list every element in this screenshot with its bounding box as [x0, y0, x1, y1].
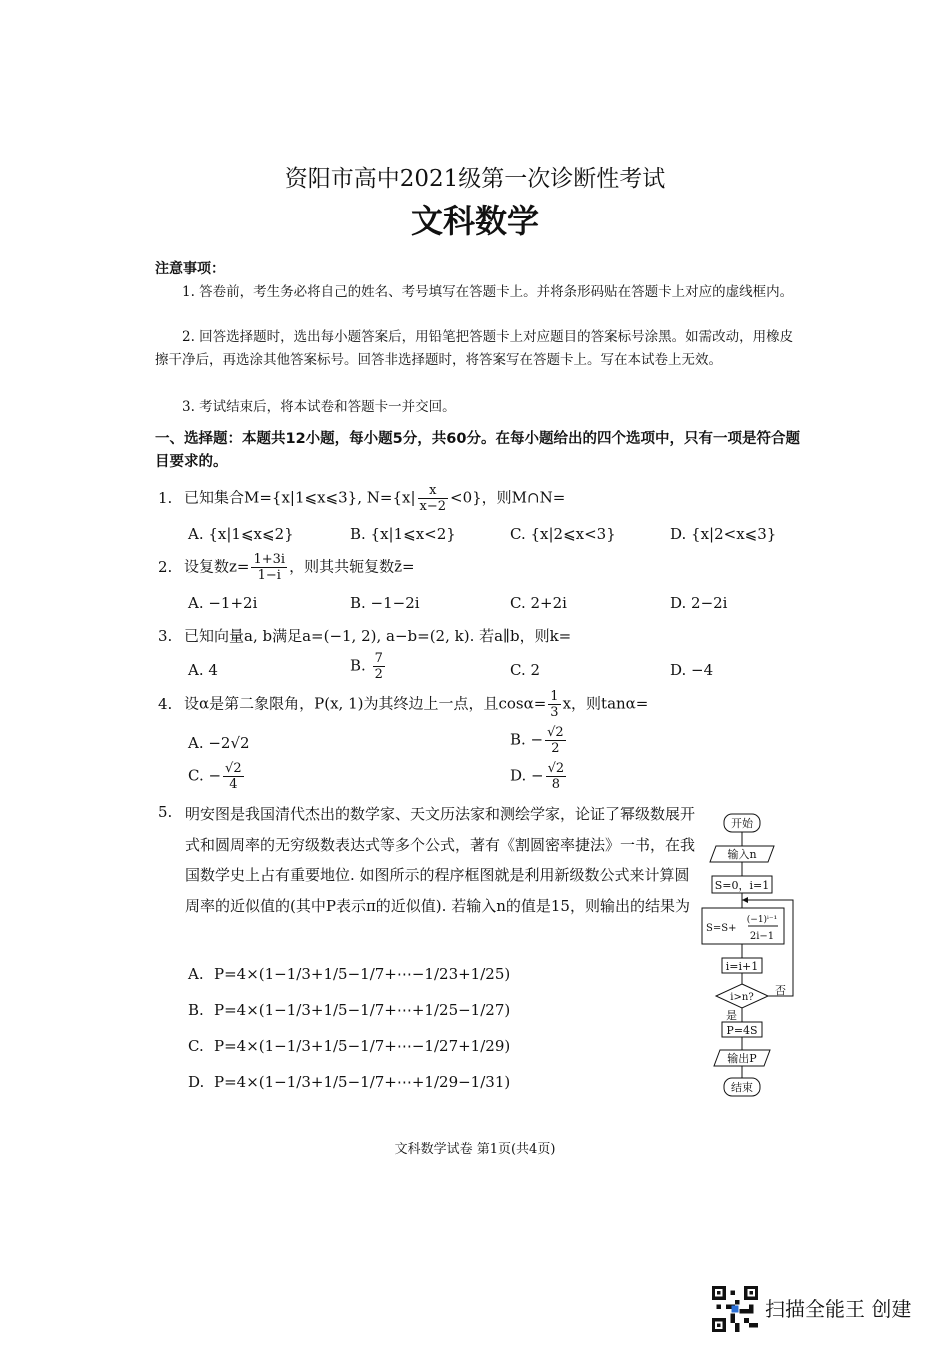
flowchart-compute-label: P=4S: [726, 1024, 758, 1037]
q4-option-d[interactable]: [510, 762, 568, 791]
subject-title: 文科数学: [410, 202, 539, 240]
q1-option-c[interactable]: C. {x|2⩽x<3}: [510, 525, 616, 543]
fraction-denominator: 1−i: [257, 568, 281, 583]
flowchart-update-s-prefix: S=S+: [706, 923, 737, 934]
notice-heading: 注意事项：: [155, 261, 225, 277]
notice-item-3: 3. 考试结束后，将本试卷和答题卡一并交回。: [182, 399, 456, 415]
fraction-denominator: 2: [374, 667, 383, 682]
fraction: [546, 762, 567, 791]
q3-option-c[interactable]: C. 2: [510, 661, 541, 679]
option-label: B.: [188, 1001, 204, 1019]
question-stem: 已知集合M={x|1⩽x⩽3}, N={x|: [184, 488, 416, 507]
option-formula: P=4×(1−1/3+1/5−1/7+⋯−1/27+1/29): [214, 1037, 511, 1055]
flowchart-condition-label: i>n?: [730, 992, 754, 1003]
question-5-number: 5.: [158, 803, 173, 821]
fraction: [251, 553, 287, 582]
question-3: [158, 625, 571, 646]
section-heading: 一、选择题：本题共12小题，每小题5分，共60分。在每小题给出的四个选项中，只有一项是符合题目要求的。: [155, 431, 800, 470]
q4-option-a[interactable]: A. −2√2: [188, 734, 250, 752]
flowchart-update-s-den: 2i−1: [749, 931, 775, 942]
q3-option-a[interactable]: A. 4: [188, 661, 218, 679]
q1-option-d[interactable]: D. {x|2<x⩽3}: [670, 525, 777, 543]
flowchart-update-s-num: (−1)ⁱ⁻¹: [746, 915, 778, 925]
notice-item-1: 1. 答卷前，考生务必将自己的姓名、考号填写在答题卡上。并将条形码贴在答题卡上对应的虚线框内。: [182, 284, 794, 300]
fraction-numerator: x: [418, 484, 449, 499]
fraction-numerator: √2: [225, 761, 242, 776]
q2-option-d[interactable]: D. 2−2i: [670, 594, 728, 612]
question-stem-tail: ，则其共轭复数z̄=: [289, 557, 415, 576]
question-2: [158, 553, 415, 582]
fraction-denominator: 4: [229, 777, 238, 792]
program-flowchart: [700, 812, 800, 1102]
question-number: 2.: [158, 557, 173, 576]
flowchart-increment-label: i=i+1: [725, 960, 759, 973]
q1-option-b[interactable]: B. {x|1⩽x<2}: [350, 525, 456, 543]
q1-option-a[interactable]: A. {x|1⩽x⩽2}: [188, 525, 294, 543]
fraction-denominator: 8: [551, 777, 561, 792]
q5-option-d[interactable]: [188, 1073, 510, 1091]
option-label: C. −: [188, 766, 222, 785]
q5-option-c[interactable]: [188, 1037, 510, 1055]
fraction: [373, 652, 385, 681]
exam-title: 资阳市高中2021级第一次诊断性考试: [284, 166, 666, 192]
option-label: C.: [188, 1037, 204, 1055]
flowchart-no-label: 否: [775, 984, 786, 997]
question-4: [158, 690, 648, 719]
option-formula: P=4×(1−1/3+1/5−1/7+⋯+1/25−1/27): [214, 1001, 511, 1019]
fraction-numerator: 7: [374, 651, 383, 666]
option-label: B. −: [510, 730, 544, 749]
fraction-numerator: √2: [547, 761, 565, 776]
question-number: 4.: [158, 694, 173, 713]
option-label: D. −: [510, 766, 544, 785]
scanner-watermark: 扫描全能王 创建: [765, 1297, 912, 1321]
option-label: B.: [350, 656, 366, 675]
q2-option-b[interactable]: B. −1−2i: [350, 594, 420, 612]
notice-item-2: 2. 回答选择题时，选出每小题答案后，用铅笔把答题卡上对应题目的答案标号涂黑。如需改动，用橡皮擦干净后，再选涂其他答案标号。回答非选择题时，将答案写在答题卡上。写在本试卷上无效。: [155, 329, 794, 368]
fraction-numerator: 1+3i: [253, 552, 286, 567]
q3-option-d[interactable]: D. −4: [670, 661, 714, 679]
q2-option-c[interactable]: C. 2+2i: [510, 594, 567, 612]
option-formula: P=4×(1−1/3+1/5−1/7+⋯+1/29−1/31): [214, 1073, 511, 1091]
question-number: 1.: [158, 488, 173, 507]
question-1: [158, 484, 565, 513]
option-formula: P=4×(1−1/3+1/5−1/7+⋯−1/23+1/25): [214, 965, 511, 983]
fraction-numerator: 1: [550, 689, 559, 704]
fraction-numerator: √2: [547, 725, 564, 740]
option-label: D.: [188, 1073, 205, 1091]
q4-option-c[interactable]: [188, 762, 246, 791]
question-stem-tail: <0}，则M∩N=: [450, 488, 566, 507]
q2-option-a[interactable]: A. −1+2i: [188, 594, 258, 612]
flowchart-output-label: 输出P: [727, 1052, 757, 1065]
question-stem-tail: x，则tanα=: [562, 694, 649, 713]
question-stem: 设复数z=: [184, 557, 250, 576]
flowchart-input-label: 输入n: [727, 848, 757, 861]
q5-option-b[interactable]: [188, 1001, 510, 1019]
fraction-denominator: 2: [551, 741, 560, 756]
q3-option-b[interactable]: [350, 652, 387, 681]
question-stem: 已知向量a, b满足a=(−1, 2), a−b=(2, k). 若a∥b，则k=: [184, 627, 572, 645]
fraction-denominator: x−2: [419, 499, 446, 514]
question-stem: 设α是第二象限角，P(x, 1)为其终边上一点，且cosα=: [184, 694, 547, 713]
option-label: A.: [188, 965, 204, 983]
flowchart-init-label: S=0，i=1: [714, 879, 770, 892]
fraction: [418, 484, 449, 513]
q4-option-b[interactable]: [510, 726, 568, 755]
flowchart-end-label: 结束: [731, 1081, 753, 1094]
flowchart-start-label: 开始: [731, 817, 753, 830]
fraction: [545, 726, 566, 755]
flowchart-yes-label: 是: [726, 1009, 737, 1022]
fraction: [548, 690, 560, 719]
qr-code-icon: [712, 1286, 758, 1332]
question-5-text: 明安图是我国清代杰出的数学家、天文历法家和测绘学家，论证了幂级数展开式和圆周率的无穷级数表达式等多个公式，著有《割圆密率捷法》一书，在我国数学史上占有重要地位. 如图所示的程序框图就是利用新级数公式来计算圆周率的近似值的(其中P表示π的近似值). 若输入n的值是15，则输出的结果为: [185, 805, 696, 915]
q5-option-a[interactable]: [188, 965, 510, 983]
fraction-denominator: 3: [550, 705, 559, 720]
page-footer: 文科数学试卷 第1页(共4页): [394, 1142, 556, 1157]
question-number: 3.: [158, 627, 173, 645]
fraction: [223, 762, 244, 791]
